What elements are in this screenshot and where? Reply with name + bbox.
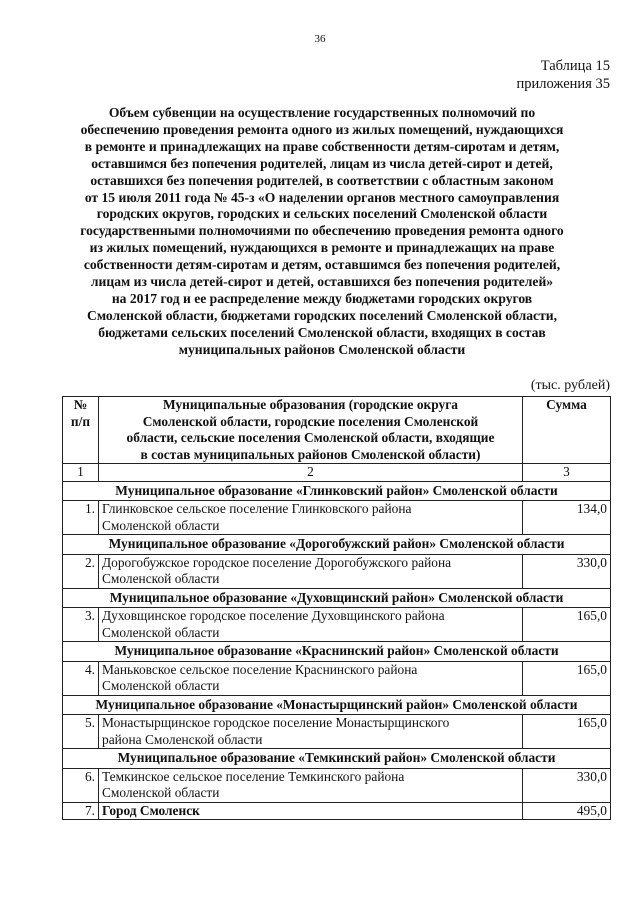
table-row [63, 802, 611, 820]
row-sum: 165,0 [523, 608, 611, 642]
col-number: 2 [99, 464, 523, 482]
section-header-row [63, 749, 611, 769]
row-num: 6. [63, 768, 99, 802]
section-title: Муниципальное образование «Дорогобужский район» Смоленской области [63, 535, 611, 555]
title-line: Смоленской области, бюджетами городских поселений Смоленской области, [87, 307, 557, 323]
row-num: 3. [63, 608, 99, 642]
title-line: бюджетами сельских поселений Смоленской области, входящих в состав [98, 324, 546, 340]
units-label: (тыс. рублей) [530, 378, 610, 393]
document-title [62, 105, 582, 359]
page-number: 36 [314, 33, 326, 45]
header-num: № п/п [63, 397, 99, 464]
table-row [63, 661, 611, 695]
title-line: оставшимся без попечения родителей, лицам из числа детей-сирот и детей, [91, 155, 553, 171]
section-header-row [63, 695, 611, 715]
title-line: оставшихся без попечения родителей, в соответствии с областным законом [90, 172, 554, 188]
row-num: 1. [63, 501, 99, 535]
title-line: муниципальных районов Смоленской области [178, 341, 466, 357]
section-header-row [63, 481, 611, 501]
row-name: Темкинское сельское поселение Темкинского района Смоленской области [99, 768, 523, 802]
section-header-row [63, 642, 611, 662]
table-ref-line2: приложения 35 [516, 76, 610, 92]
table-header-row [63, 397, 611, 464]
section-title: Муниципальное образование «Темкинский район» Смоленской области [63, 749, 611, 769]
row-name: Духовщинское городское поселение Духовщинского района Смоленской области [99, 608, 523, 642]
table-row [63, 768, 611, 802]
title-line: государственными полномочиями по обеспечению проведения ремонта одного [80, 223, 564, 239]
row-sum: 165,0 [523, 661, 611, 695]
row-name: Маньковское сельское поселение Краснинского района Смоленской области [99, 661, 523, 695]
row-num: 2. [63, 554, 99, 588]
title-line: лицам из числа детей-сирот и детей, оставшихся без попечения родителей» [90, 274, 554, 290]
section-header-row [63, 588, 611, 608]
title-line: из жилых помещений, нуждающихся в ремонте и принадлежащих на праве [89, 240, 555, 256]
col-number: 1 [63, 464, 99, 482]
title-line: в ремонте и принадлежащих на праве собственности детям-сиротам и детям, [84, 138, 560, 154]
subvention-table [62, 396, 611, 820]
header-name: Муниципальные образования (городские округа Смоленской области, городские поселения Смоленской области, сельские поселения Смоленской области, входящие в состав муниципальных районов Смоленской области) [99, 397, 523, 464]
table-row [63, 715, 611, 749]
row-sum: 495,0 [523, 802, 611, 820]
table-ref-line1: Таблица 15 [540, 58, 610, 74]
col-number: 3 [523, 464, 611, 482]
column-number-row [63, 464, 611, 482]
title-line: на 2017 год и ее распределение между бюджетами городских округов [111, 290, 533, 306]
row-name: Город Смоленск [99, 802, 523, 820]
table-row [63, 608, 611, 642]
row-num: 7. [63, 802, 99, 820]
row-sum: 134,0 [523, 501, 611, 535]
row-sum: 330,0 [523, 768, 611, 802]
row-sum: 165,0 [523, 715, 611, 749]
section-title: Муниципальное образование «Краснинский район» Смоленской области [63, 642, 611, 662]
row-num: 4. [63, 661, 99, 695]
row-sum: 330,0 [523, 554, 611, 588]
table-reference [517, 57, 610, 93]
section-header-row [63, 535, 611, 555]
section-title: Муниципальное образование «Духовщинский район» Смоленской области [63, 588, 611, 608]
row-name: Дорогобужское городское поселение Дорогобужского района Смоленской области [99, 554, 523, 588]
header-sum: Сумма [523, 397, 611, 464]
title-line: от 15 июля 2011 года № 45-з «О наделении органов местного самоуправления [84, 189, 560, 205]
title-line: Объем субвенции на осуществление государственных полномочий по [108, 105, 536, 120]
row-name: Глинковское сельское поселение Глинковского района Смоленской области [99, 501, 523, 535]
title-line: обеспечению проведения ремонта одного из жилых помещений, нуждающихся [80, 121, 564, 137]
table-row [63, 554, 611, 588]
table-row [63, 501, 611, 535]
title-line: городских округов, городских и сельских поселений Смоленской области [96, 206, 548, 222]
row-num: 5. [63, 715, 99, 749]
section-title: Муниципальное образование «Глинковский район» Смоленской области [63, 481, 611, 501]
row-name: Монастырщинское городское поселение Монастырщинского района Смоленской области [99, 715, 523, 749]
section-title: Муниципальное образование «Монастырщинский район» Смоленской области [63, 695, 611, 715]
title-line: собственности детям-сиротам и детям, оставшимся без попечения родителей, [83, 257, 561, 273]
